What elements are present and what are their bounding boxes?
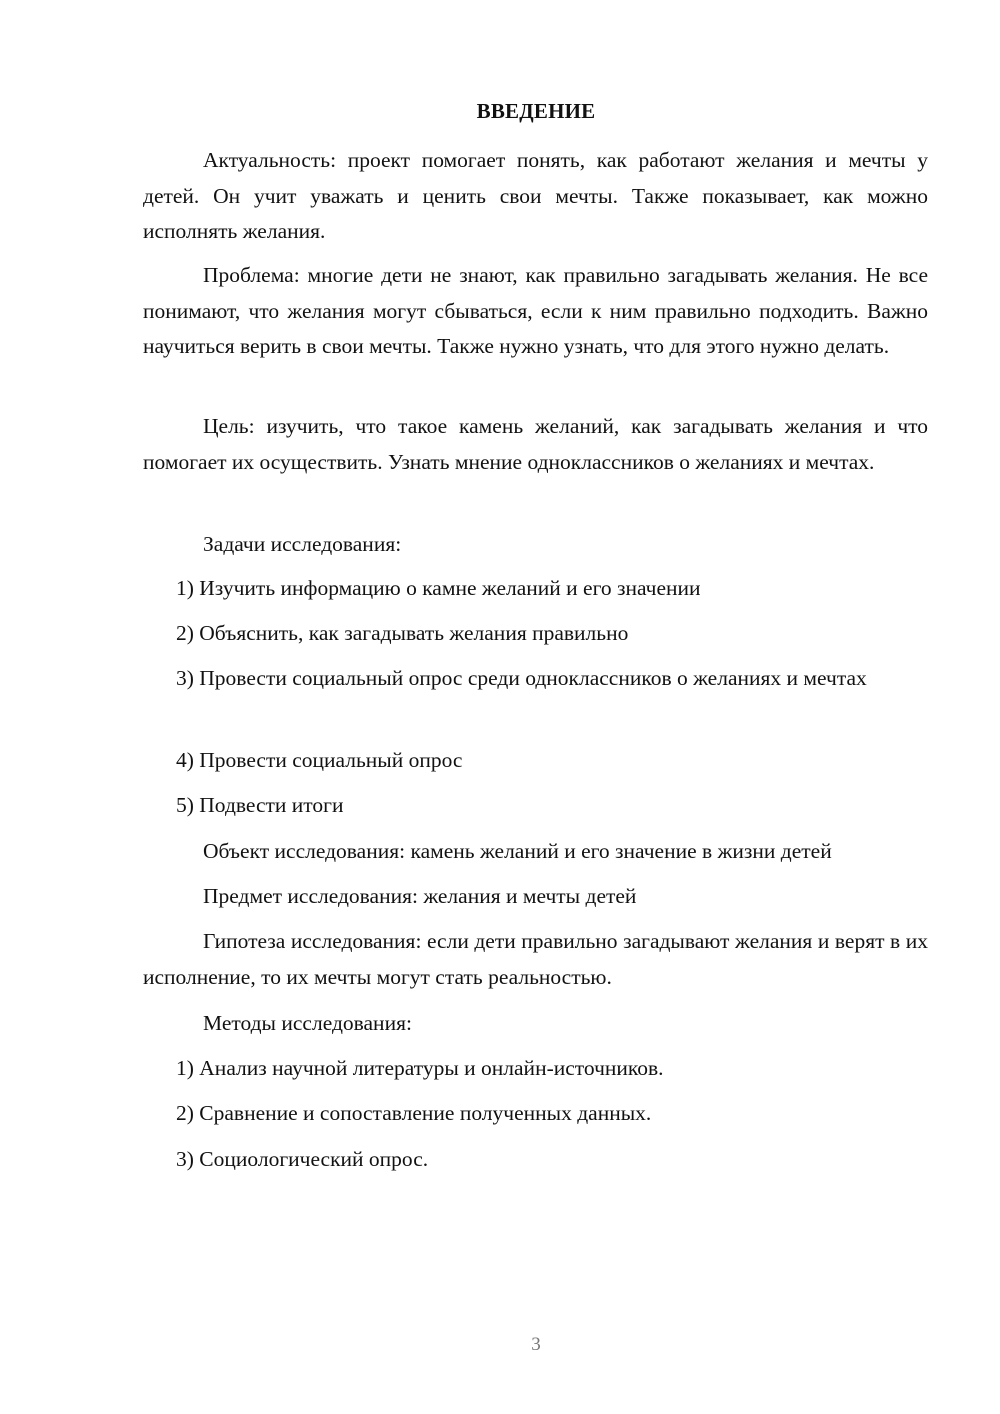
task-item-1: 1) Изучить информацию о камне желаний и его значении xyxy=(176,576,701,600)
problem-paragraph: Проблема: многие дети не знают, как правильно загадывать желания. Не все понимают, что желания могут сбываться, если к ним правильно подходить. Важно научиться верить в свои мечты. Также нужно узнать, что для этого нужно делать. xyxy=(143,263,928,358)
method-item-3: 3) Социологический опрос. xyxy=(176,1147,429,1171)
research-subject: Предмет исследования: желания и мечты детей xyxy=(203,884,637,908)
tasks-heading: Задачи исследования: xyxy=(203,532,402,556)
task-item-4: 4) Провести социальный опрос xyxy=(176,748,463,772)
hypothesis-paragraph: Гипотеза исследования: если дети правильно загадывают желания и верят в их исполнение, то их мечты могут стать реальностью. xyxy=(143,929,928,989)
section-title: ВВЕДЕНИЕ xyxy=(476,99,596,123)
goal-paragraph: Цель: изучить, что такое камень желаний, как загадывать желания и что помогает их осуществить. Узнать мнение одноклассников о желаниях и мечтах. xyxy=(143,414,928,474)
task-item-3: 3) Провести социальный опрос среди одноклассников о желаниях и мечтах xyxy=(176,666,867,690)
methods-heading: Методы исследования: xyxy=(203,1011,412,1035)
relevance-paragraph: Актуальность: проект помогает понять, как работают желания и мечты у детей. Он учит уважать и ценить свои мечты. Также показывает, как можно исполнять желания. xyxy=(143,148,928,243)
task-item-5: 5) Подвести итоги xyxy=(176,793,344,817)
research-object: Объект исследования: камень желаний и его значение в жизни детей xyxy=(203,839,832,863)
method-item-1: 1) Анализ научной литературы и онлайн-источников. xyxy=(176,1056,664,1080)
method-item-2: 2) Сравнение и сопоставление полученных данных. xyxy=(176,1101,652,1125)
page-number: 3 xyxy=(531,1334,541,1355)
task-item-2: 2) Объяснить, как загадывать желания правильно xyxy=(176,621,629,645)
